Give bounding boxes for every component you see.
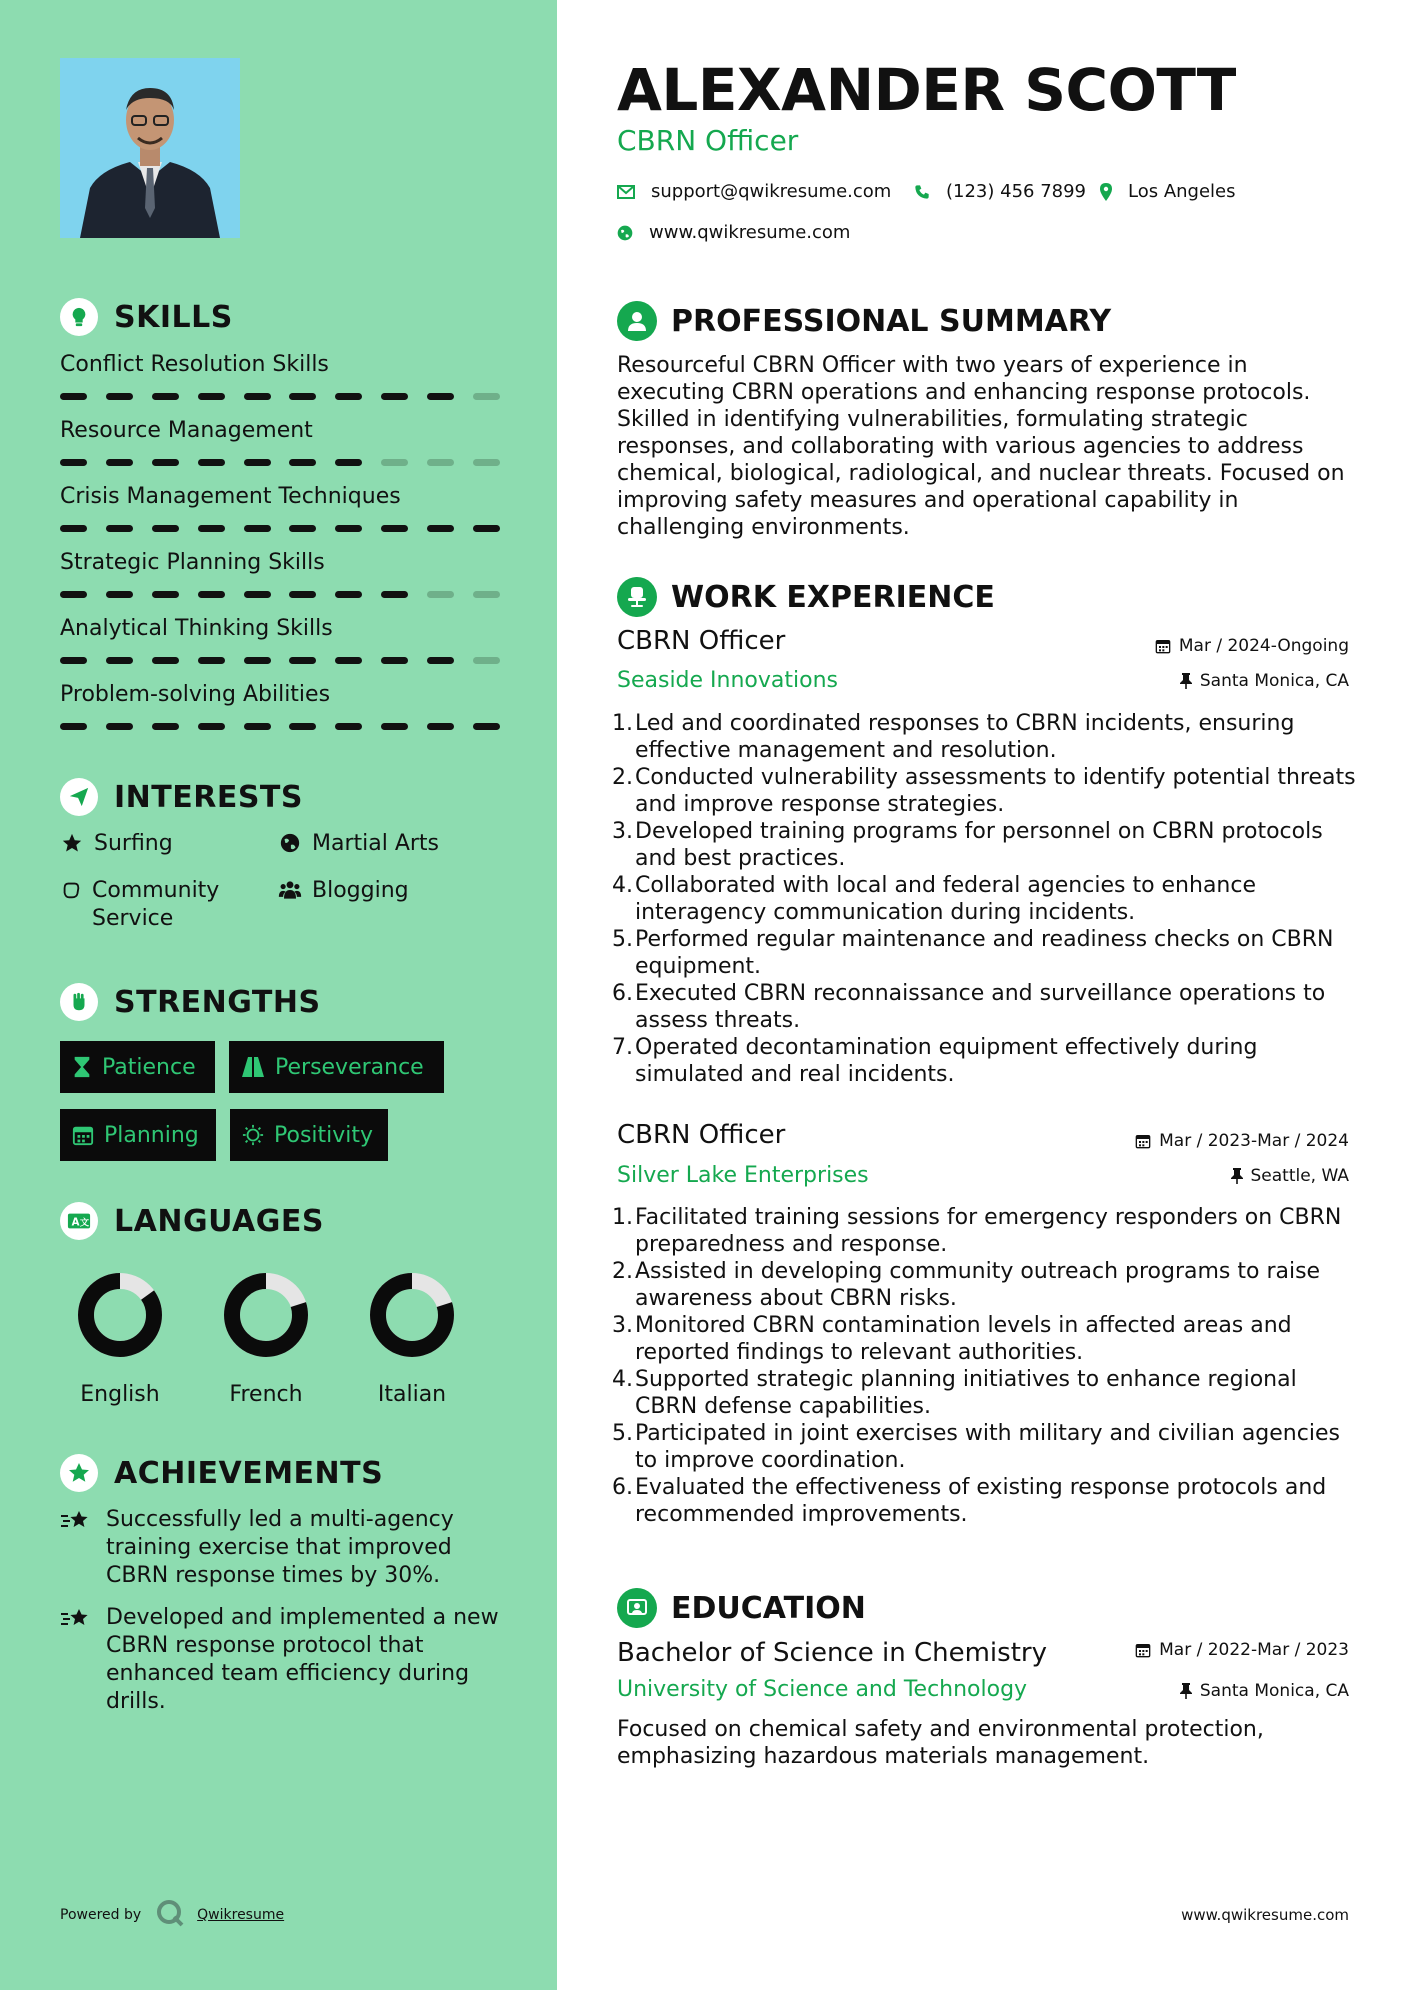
degree-title: Bachelor of Science in Chemistry	[617, 1638, 1047, 1668]
skill-name: Crisis Management Techniques	[60, 484, 401, 509]
skill-level-segment	[106, 723, 133, 730]
calendar-icon	[1135, 1642, 1151, 1658]
strength-badge: Perseverance	[229, 1041, 444, 1093]
job-dates: Mar / 2023-Mar / 2024	[1135, 1131, 1349, 1151]
skill-level-segment	[106, 657, 133, 664]
interest-item: Community Service	[60, 877, 270, 933]
skill-level-segment	[244, 393, 271, 400]
school-name: University of Science and Technology	[617, 1677, 1028, 1702]
profile-photo	[60, 58, 240, 238]
users-icon	[278, 877, 302, 901]
skill-level-segment	[198, 459, 225, 466]
shooting-star-icon	[60, 1506, 92, 1590]
skill-level-segment	[289, 591, 316, 598]
achievement-item: Successfully led a multi-agency training exercise that improved CBRN response times by 30%.	[60, 1506, 500, 1590]
list-number: 2.	[612, 1259, 633, 1284]
shooting-star-icon	[60, 1604, 92, 1716]
map-pin-icon	[1100, 183, 1112, 201]
responsibility-text: Assisted in developing community outreach programs to raise awareness about CBRN risks.	[635, 1259, 1321, 1311]
responsibility-text: Led and coordinated responses to CBRN incidents, ensuring effective management and resolution.	[635, 711, 1295, 763]
skill-level-segment	[427, 723, 454, 730]
contact-website[interactable]: www.qwikresume.com	[617, 222, 850, 243]
skill-level-segment	[106, 459, 133, 466]
responsibility-item	[612, 926, 1362, 980]
skill-level-segment	[60, 657, 87, 664]
candidate-role: CBRN Officer	[617, 124, 799, 157]
hourglass-icon	[72, 1056, 92, 1078]
skills-heading: SKILLS	[60, 298, 233, 336]
skill-level-segment	[381, 723, 408, 730]
job-location: Santa Monica, CA	[1180, 671, 1349, 691]
achievements-heading: ACHIEVEMENTS	[60, 1454, 383, 1492]
skill-level-segment	[244, 525, 271, 532]
skill-level-segment	[198, 393, 225, 400]
job-title: CBRN Officer	[617, 626, 786, 656]
skill-level-segment	[152, 393, 179, 400]
interest-item: Blogging	[278, 877, 409, 905]
graduation-icon	[617, 1588, 657, 1628]
job-responsibilities	[612, 710, 1362, 1088]
skill-level-segment	[289, 393, 316, 400]
responsibility-text: Conducted vulnerability assessments to identify potential threats and improve response strategies.	[635, 765, 1356, 817]
language-item	[352, 1270, 472, 1407]
skill-item	[60, 416, 500, 466]
language-name: French	[229, 1382, 303, 1407]
skill-level-segment	[152, 459, 179, 466]
job-dates: Mar / 2024-Ongoing	[1155, 636, 1349, 656]
skill-level-segment	[198, 723, 225, 730]
skill-level-segment	[60, 723, 87, 730]
skill-level-segment	[106, 525, 133, 532]
responsibility-item	[612, 1474, 1362, 1528]
achievement-item: Developed and implemented a new CBRN response protocol that enhanced team efficiency during drills.	[60, 1604, 500, 1716]
skill-level-segment	[106, 591, 133, 598]
lightbulb-icon	[60, 298, 98, 336]
globe-icon	[278, 830, 302, 854]
education-description: Focused on chemical safety and environmental protection, emphasizing hazardous materials management.	[617, 1717, 1264, 1769]
skill-level-segment	[60, 393, 87, 400]
skill-level-segment	[198, 657, 225, 664]
skill-level-segment	[335, 525, 362, 532]
pushpin-icon	[1231, 1168, 1243, 1184]
responsibility-item	[612, 872, 1362, 926]
pushpin-icon	[1180, 1683, 1192, 1699]
briefcase-chair-icon	[617, 577, 657, 617]
list-number: 2.	[612, 765, 633, 790]
award-star-icon	[60, 1454, 98, 1492]
responsibility-text: Operated decontamination equipment effectively during simulated and real incidents.	[635, 1035, 1258, 1087]
envelope-icon	[617, 185, 635, 199]
paper-plane-icon	[60, 778, 98, 816]
list-number: 1.	[612, 1205, 633, 1230]
responsibility-item	[612, 764, 1362, 818]
skill-level-segment	[335, 657, 362, 664]
responsibility-text: Executed CBRN reconnaissance and surveillance operations to assess threats.	[635, 981, 1326, 1033]
skill-item	[60, 614, 500, 664]
summary-text: Resourceful CBRN Officer with two years of experience in executing CBRN operations and enhancing response protocols. Skilled in identifying vulnerabilities, formulating strategic responses, and collaborating with various agencies to address chemical, biological, radiological, and nuclear threats. Focused on improving safety measures and operational capability in challenging environments.	[617, 353, 1345, 540]
skill-name: Resource Management	[60, 418, 313, 443]
language-name: Italian	[377, 1382, 447, 1407]
skill-level-segment	[427, 525, 454, 532]
skill-level-segment	[335, 393, 362, 400]
language-item	[206, 1270, 326, 1407]
skill-level-bar	[60, 525, 500, 532]
strength-badge: Planning	[60, 1109, 216, 1161]
skill-level-segment	[289, 525, 316, 532]
skill-item	[60, 350, 500, 400]
responsibility-text: Performed regular maintenance and readiness checks on CBRN equipment.	[635, 927, 1334, 979]
skill-level-segment	[335, 591, 362, 598]
list-number: 7.	[612, 1035, 633, 1060]
list-number: 6.	[612, 981, 633, 1006]
responsibility-item	[612, 1034, 1362, 1088]
skill-level-segment	[473, 723, 500, 730]
skill-level-segment	[289, 723, 316, 730]
hand-icon	[60, 877, 82, 901]
language-name: English	[80, 1382, 160, 1407]
list-number: 5.	[612, 927, 633, 952]
experience-heading: WORK EXPERIENCE	[617, 577, 995, 617]
skill-level-segment	[381, 591, 408, 598]
skill-level-segment	[381, 657, 408, 664]
list-number: 3.	[612, 819, 633, 844]
skill-level-segment	[473, 591, 500, 598]
responsibility-item	[612, 1204, 1362, 1258]
skill-level-segment	[335, 459, 362, 466]
calendar-icon	[1135, 1133, 1151, 1149]
company-name: Seaside Innovations	[617, 668, 838, 693]
list-number: 1.	[612, 711, 633, 736]
skill-level-bar	[60, 459, 500, 466]
strength-badge: Patience	[60, 1041, 215, 1093]
skill-name: Analytical Thinking Skills	[60, 616, 333, 641]
company-name: Silver Lake Enterprises	[617, 1163, 869, 1188]
skill-level-segment	[473, 657, 500, 664]
skill-level-segment	[60, 591, 87, 598]
responsibility-text: Facilitated training sessions for emergency responders on CBRN preparedness and response.	[635, 1205, 1342, 1257]
skill-level-segment	[244, 591, 271, 598]
skill-name: Conflict Resolution Skills	[60, 352, 329, 377]
language-donut	[206, 1270, 326, 1360]
skill-level-segment	[152, 525, 179, 532]
education-dates: Mar / 2022-Mar / 2023	[1135, 1640, 1349, 1660]
phone-icon	[914, 184, 930, 200]
skill-level-segment	[289, 657, 316, 664]
qwikresume-logo-icon	[155, 1898, 185, 1932]
list-number: 3.	[612, 1313, 633, 1338]
list-number: 4.	[612, 873, 633, 898]
skill-level-segment	[381, 459, 408, 466]
skill-level-segment	[335, 723, 362, 730]
responsibility-item	[612, 1366, 1362, 1420]
list-number: 6.	[612, 1475, 633, 1500]
skill-level-segment	[427, 459, 454, 466]
footer-url[interactable]: www.qwikresume.com	[1181, 1906, 1349, 1924]
skill-level-segment	[152, 591, 179, 598]
summary-heading: PROFESSIONAL SUMMARY	[617, 301, 1111, 341]
education-location: Santa Monica, CA	[1180, 1681, 1349, 1701]
job-responsibilities	[612, 1204, 1362, 1528]
interest-item: Martial Arts	[278, 830, 439, 858]
list-number: 4.	[612, 1367, 633, 1392]
responsibility-text: Collaborated with local and federal agencies to enhance interagency communication during incidents.	[635, 873, 1256, 925]
responsibility-item	[612, 818, 1362, 872]
responsibility-text: Developed training programs for personnel on CBRN protocols and best practices.	[635, 819, 1323, 871]
skill-level-bar	[60, 591, 500, 598]
powered-by: Powered by Qwikresume	[60, 1898, 284, 1932]
language-icon	[60, 1202, 98, 1240]
job-title: CBRN Officer	[617, 1120, 786, 1150]
skill-level-segment	[473, 525, 500, 532]
contact-email[interactable]: support@qwikresume.com	[617, 181, 891, 202]
skill-level-segment	[60, 525, 87, 532]
responsibility-item	[612, 1258, 1362, 1312]
skill-level-segment	[244, 723, 271, 730]
globe-icon	[617, 225, 633, 241]
skill-name: Strategic Planning Skills	[60, 550, 325, 575]
skill-item	[60, 482, 500, 532]
candidate-name: ALEXANDER SCOTT	[617, 56, 1236, 124]
skill-level-segment	[152, 657, 179, 664]
qwikresume-link[interactable]: Qwikresume	[197, 1907, 285, 1923]
skill-level-segment	[244, 657, 271, 664]
skill-level-segment	[152, 723, 179, 730]
contact-phone[interactable]: (123) 456 7899	[914, 181, 1086, 202]
skill-level-segment	[473, 459, 500, 466]
pushpin-icon	[1180, 673, 1192, 689]
skill-level-segment	[198, 591, 225, 598]
skill-level-segment	[106, 393, 133, 400]
skill-level-bar	[60, 657, 500, 664]
responsibility-item	[612, 980, 1362, 1034]
responsibility-text: Evaluated the effectiveness of existing response protocols and recommended improvements.	[635, 1475, 1327, 1527]
skill-level-segment	[427, 393, 454, 400]
interest-item: Surfing	[60, 830, 173, 858]
responsibility-text: Monitored CBRN contamination levels in affected areas and reported findings to relevant authorities.	[635, 1313, 1292, 1365]
skill-level-segment	[381, 393, 408, 400]
sidebar	[0, 0, 557, 1990]
responsibility-item	[612, 1312, 1362, 1366]
skill-level-segment	[473, 393, 500, 400]
svg-text:A: A	[71, 1217, 80, 1229]
responsibility-text: Supported strategic planning initiatives to enhance regional CBRN defense capabilities.	[635, 1367, 1297, 1419]
skill-level-segment	[289, 459, 316, 466]
skill-level-segment	[381, 525, 408, 532]
star-icon	[60, 830, 84, 854]
skill-level-segment	[244, 459, 271, 466]
responsibility-text: Participated in joint exercises with military and civilian agencies to improve coordination.	[635, 1421, 1340, 1473]
fist-icon	[60, 983, 98, 1021]
responsibility-item	[612, 710, 1362, 764]
responsibility-item	[612, 1420, 1362, 1474]
skill-level-segment	[427, 657, 454, 664]
languages-heading: A 文 LANGUAGES	[60, 1202, 324, 1240]
language-item	[60, 1270, 180, 1407]
user-icon	[617, 301, 657, 341]
language-donut	[352, 1270, 472, 1360]
job-location: Seattle, WA	[1231, 1166, 1350, 1186]
skill-level-segment	[60, 459, 87, 466]
calendar-icon	[72, 1124, 94, 1146]
skill-item	[60, 548, 500, 598]
skill-level-bar	[60, 393, 500, 400]
sun-icon	[242, 1124, 264, 1146]
calendar-icon	[1155, 638, 1171, 654]
skill-name: Problem-solving Abilities	[60, 682, 331, 707]
skill-level-segment	[198, 525, 225, 532]
svg-text:文: 文	[79, 1217, 90, 1229]
education-heading: EDUCATION	[617, 1588, 866, 1628]
language-donut	[60, 1270, 180, 1360]
road-icon	[241, 1056, 265, 1078]
contact-location: Los Angeles	[1100, 181, 1236, 202]
interests-heading: INTERESTS	[60, 778, 303, 816]
skill-level-bar	[60, 723, 500, 730]
strengths-heading: STRENGTHS	[60, 983, 321, 1021]
skill-item	[60, 680, 500, 730]
skill-level-segment	[427, 591, 454, 598]
strength-badge: Positivity	[230, 1109, 388, 1161]
list-number: 5.	[612, 1421, 633, 1446]
